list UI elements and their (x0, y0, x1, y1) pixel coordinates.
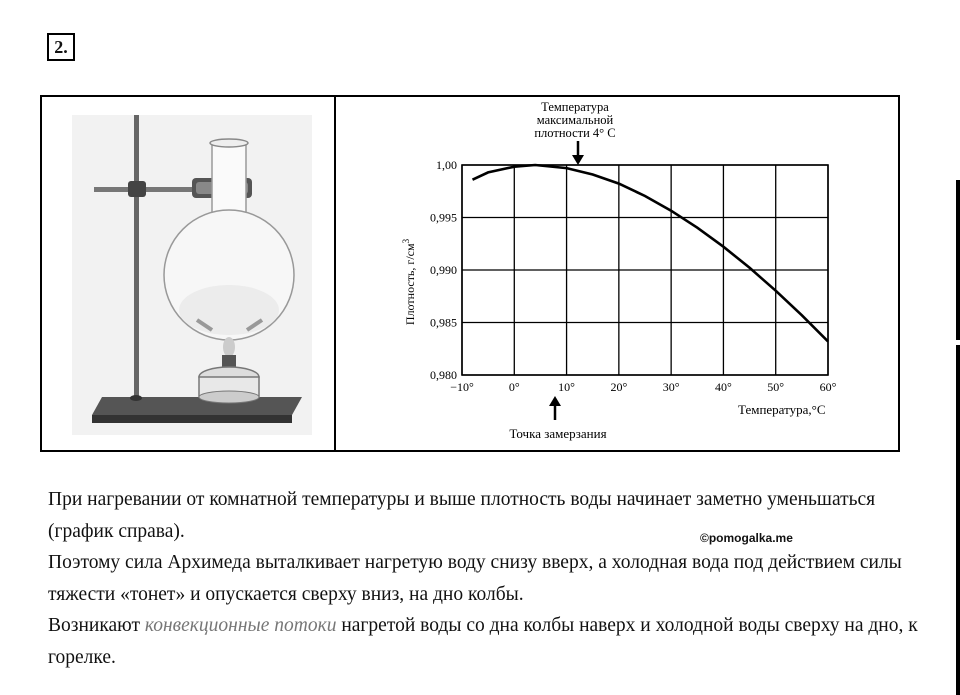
x-tick-label: −10° (450, 380, 474, 394)
x-tick-label: 10° (558, 380, 575, 394)
x-tick-label: 40° (715, 380, 732, 394)
annotation-max-density-line1: Температура (541, 100, 609, 114)
annotation-freezing-point: Точка замерзания (509, 426, 607, 441)
up-arrow-icon (549, 396, 561, 420)
y-axis-label: Плотность, $г/см^3$ (401, 238, 417, 326)
density-curve (473, 165, 829, 341)
figure-divider (334, 97, 336, 450)
y-tick-label: 0,980 (430, 368, 457, 382)
x-tick-label: 50° (767, 380, 785, 394)
y-tick-label: 0,990 (430, 263, 457, 277)
watermark: ©pomogalka.me (700, 531, 793, 545)
y-tick-label: 0,995 (430, 210, 457, 225)
x-tick-label: 0° (508, 380, 520, 394)
convection-term: конвекционные потоки (144, 615, 337, 636)
x-tick-label: 20° (610, 380, 628, 394)
y-tick-label: 0,985 (430, 315, 457, 330)
x-axis-label: Температура,°С (738, 402, 826, 417)
paragraph-3: Возникают конвекционные потоки нагретой воды со дна колбы наверх и холодной воды сверху на дно, к горелке. (48, 615, 918, 668)
annotation-max-density-line2: максимальной (536, 113, 614, 127)
y-tick-label: 1,00 (436, 158, 457, 172)
x-tick-label: 30° (662, 380, 680, 394)
figure-panel (40, 95, 900, 452)
page-edge-bar (956, 180, 960, 340)
flask-apparatus-illustration (72, 115, 312, 435)
down-arrow-icon (572, 141, 584, 165)
x-tick-label: 60° (819, 380, 837, 394)
page-edge-bar-lower (956, 345, 960, 695)
paragraph-1: При нагревании от комнатной температуры и выше плотность воды начинает заметно уменьшаться (график справа). (48, 489, 876, 542)
explanation-text (48, 484, 928, 673)
density-temperature-chart (338, 97, 900, 450)
annotation-max-density-line3: плотности 4° С (534, 126, 616, 140)
paragraph-2: Поэтому сила Архимеда выталкивает нагретую воду снизу вверх, а холодная вода под действием силы тяжести «тонет» и опускается сверху вниз, на дно колбы. (48, 552, 902, 605)
task-number: 2. (47, 33, 75, 61)
